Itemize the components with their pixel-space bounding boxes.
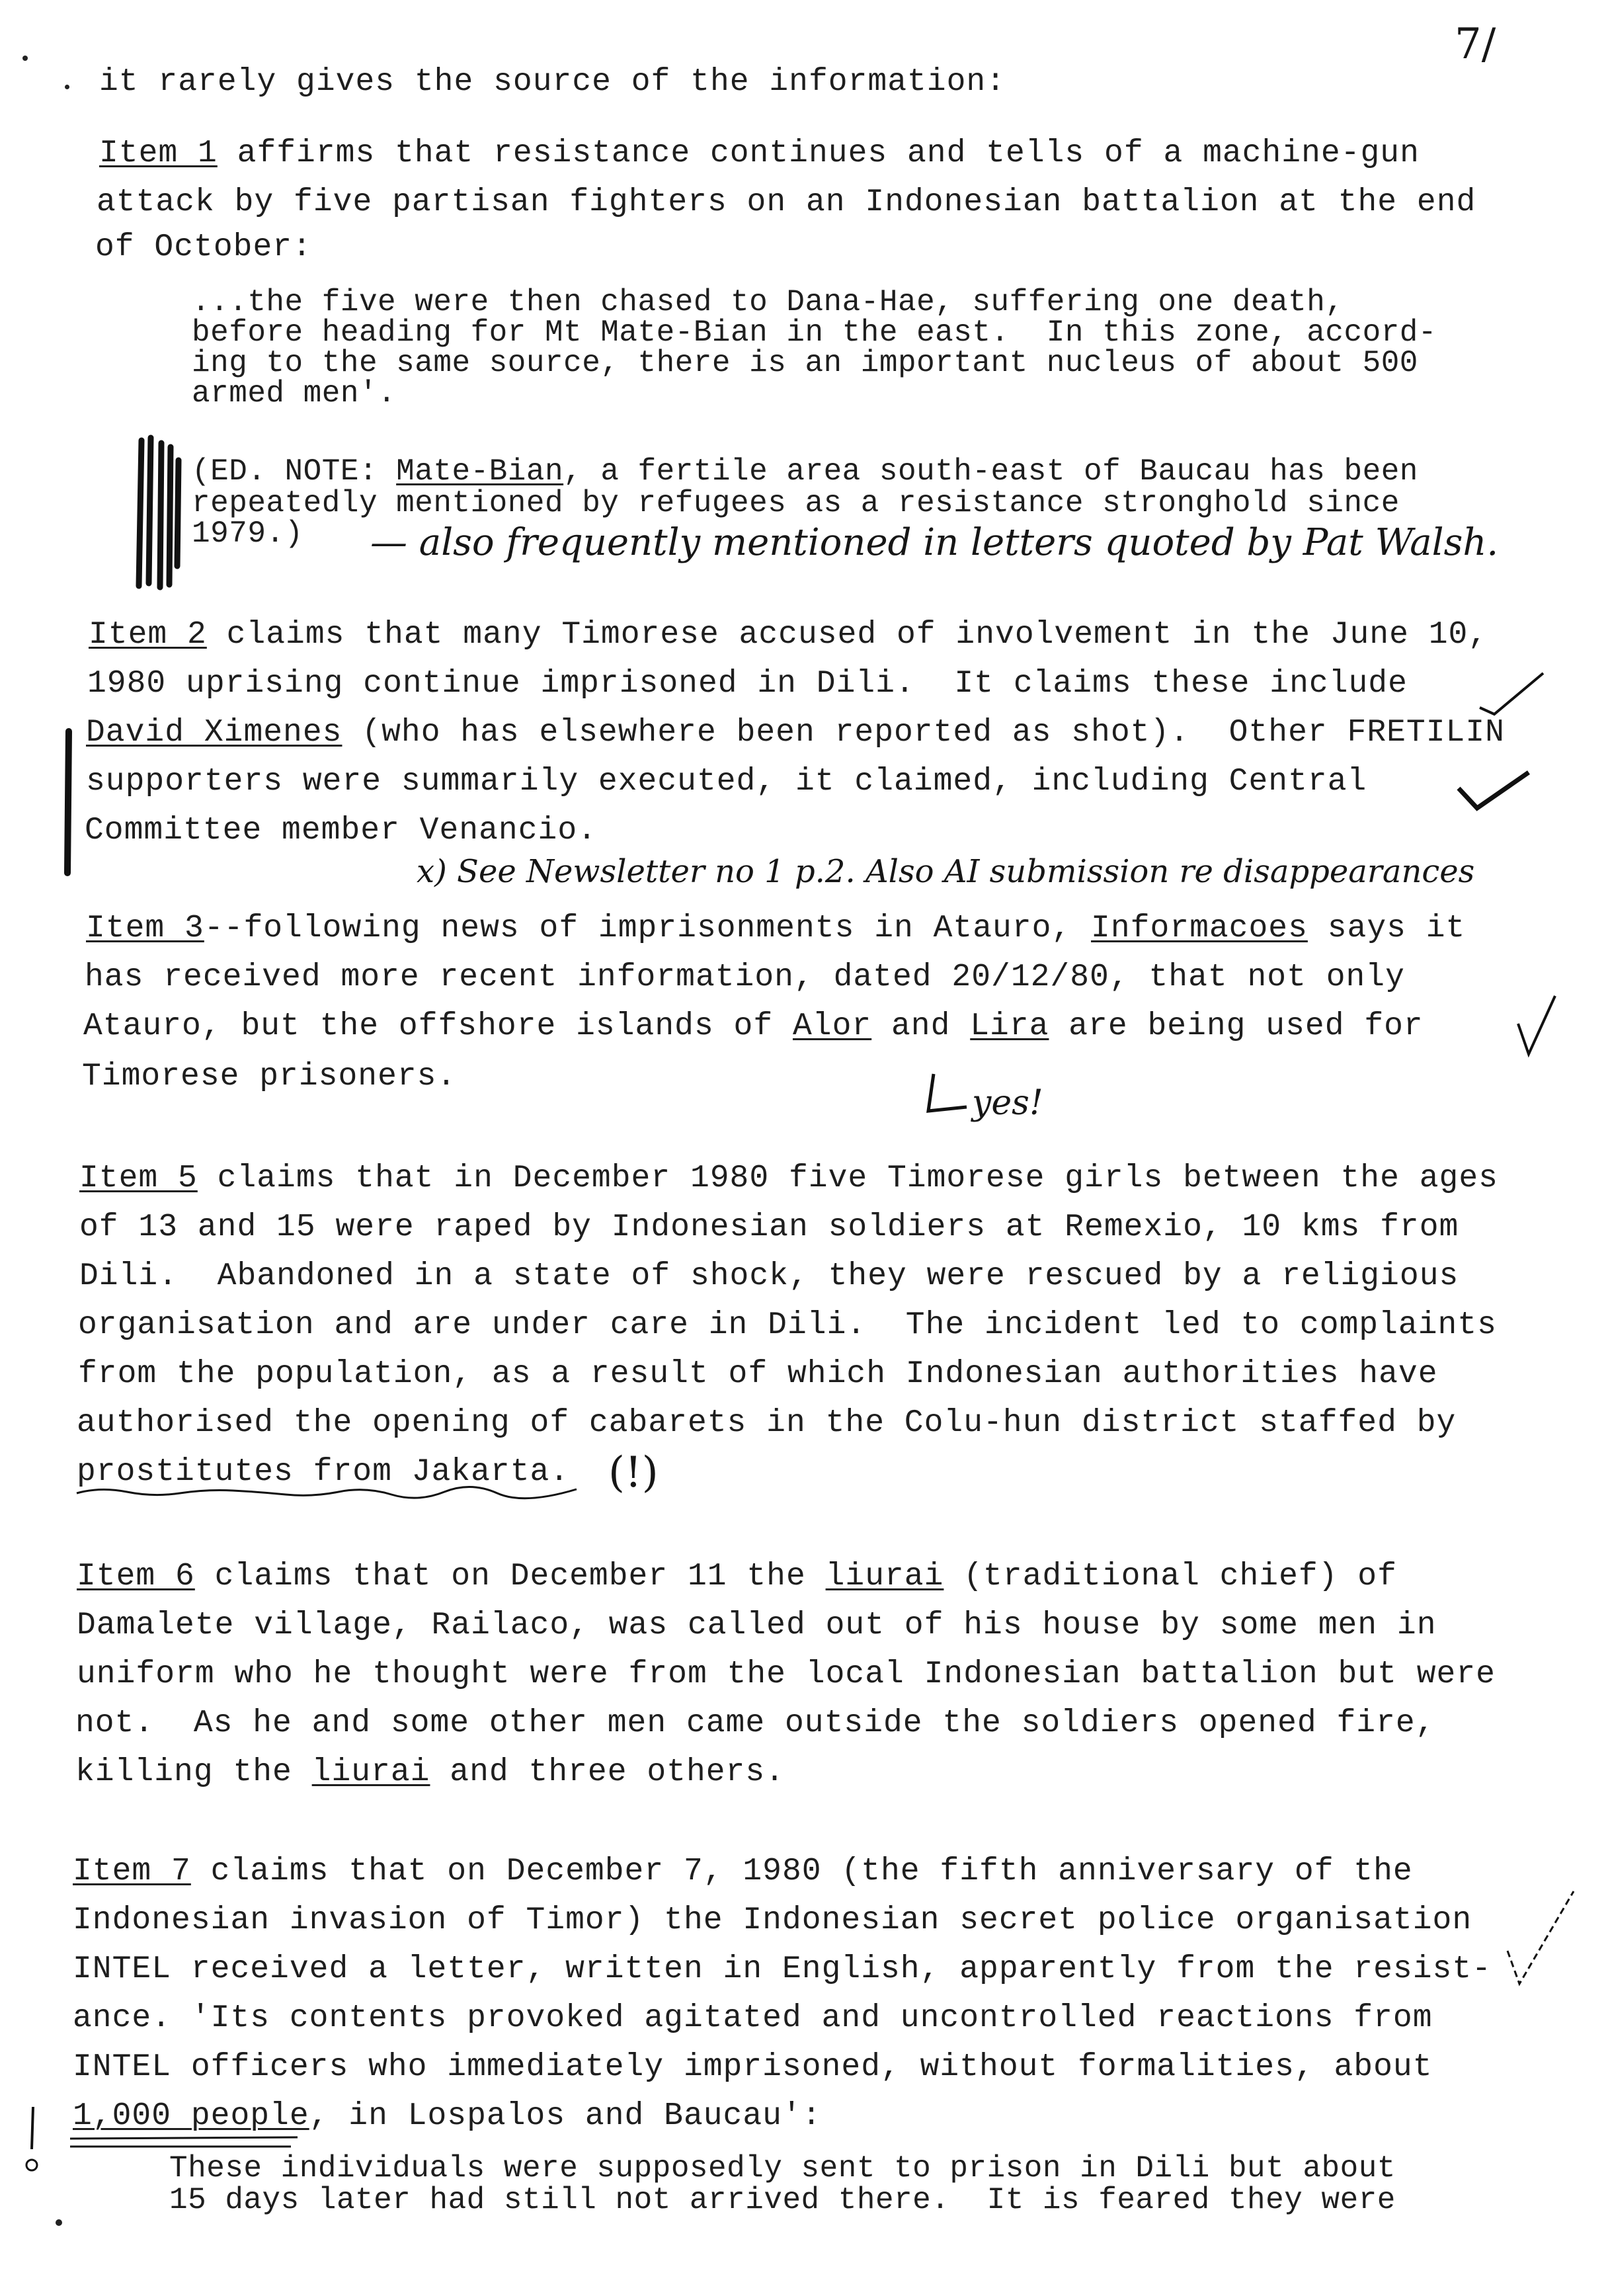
item2-line5: Committee member Venancio. <box>85 813 597 848</box>
item3-line3: Atauro, but the offshore islands of Alor and Lira are being used for <box>83 1008 1424 1044</box>
handwritten-footnote: x) See Newsletter no 1 p.2. Also AI submission re disappearances <box>417 853 1475 890</box>
item1-quote-line: ing to the same source, there is an important nucleus of about 500 <box>192 346 1418 380</box>
ed-note-place: Mate-Bian <box>396 454 564 489</box>
item6-line1: Item 6 claims that on December 11 the liurai (traditional chief) of <box>77 1559 1397 1594</box>
handwritten-yes: yes! <box>972 1083 1043 1123</box>
item2-name: David Ximenes <box>86 715 342 751</box>
item2-line4: supporters were summarily executed, it claimed, including Central <box>86 764 1367 800</box>
item7-line1: Item 7 claims that on December 7, 1980 (the fifth anniversary of the <box>73 1854 1413 1889</box>
item6-term: liurai <box>825 1559 944 1594</box>
l-mark <box>919 1070 972 1123</box>
item3-island-lira: Lira <box>970 1008 1049 1044</box>
item1-line3: of October: <box>95 229 312 265</box>
item5-line3: Dili. Abandoned in a state of shock, they were rescued by a religious <box>79 1258 1459 1294</box>
handwritten-note: — also frequently mentioned in letters quoted by Pat Walsh. <box>370 521 1499 564</box>
item7-line2: Indonesian invasion of Timor) the Indonesian secret police organisation <box>73 1903 1472 1938</box>
item1-line2: attack by five partisan fighters on an Indonesian battalion at the end <box>97 184 1476 220</box>
item7-quote-line: 15 days later had still not arrived there. It is feared they were <box>169 2183 1396 2217</box>
item5-label: Item 5 <box>79 1161 198 1196</box>
page-number: 7/ <box>1455 20 1496 69</box>
item2-line2: 1980 uprising continue imprisoned in Dili. It claims these include <box>87 666 1408 702</box>
wavy-underline-mark <box>74 1480 583 1506</box>
item6-term: liurai <box>311 1754 430 1790</box>
ed-note-line3: 1979.) <box>192 516 303 551</box>
item7-line6: 1,000 people, in Lospalos and Baucau': <box>73 2098 822 2134</box>
item7-line4: ance. 'Its contents provoked agitated and uncontrolled reactions from <box>73 2000 1433 2036</box>
item3-line2: has received more recent information, dated 20/12/80, that not only <box>85 960 1405 995</box>
item7-quote-line: These individuals were supposedly sent to prison in Dili but about <box>169 2151 1396 2186</box>
item1-quote-line: ...the five were then chased to Dana-Hae, suffering one death, <box>192 285 1344 319</box>
item1-quote-line: armed men'. <box>192 376 397 411</box>
item7-line3: INTEL received a letter, written in English, apparently from the resist- <box>73 1951 1492 1987</box>
item6-line2: Damalete village, Railaco, was called out of his house by some men in <box>77 1608 1437 1643</box>
stray-dot <box>22 56 28 61</box>
check-mark <box>1455 767 1534 813</box>
item3-island-alor: Alor <box>792 1008 872 1044</box>
item3-line1: Item 3--following news of imprisonments in Atauro, Informacoes says it <box>86 911 1466 946</box>
item3-line4: Timorese prisoners. <box>82 1059 457 1094</box>
margin-bar-mark <box>56 727 82 880</box>
item5-line4: organisation and are under care in Dili. The incident led to complaints <box>78 1307 1497 1343</box>
item3-label: Item 3 <box>86 911 204 946</box>
item1-quote-line: before heading for Mt Mate-Bian in the east. In this zone, accord- <box>192 315 1437 350</box>
item7-emphasis: 1,000 people <box>73 2098 309 2134</box>
double-underline-mark <box>66 2133 304 2153</box>
item7-label: Item 7 <box>73 1854 191 1889</box>
check-mark <box>1474 668 1547 721</box>
item1-label: Item 1 <box>99 136 218 171</box>
item3-source: Informacoes <box>1091 911 1308 946</box>
check-mark <box>1501 1885 1580 1990</box>
item2-label: Item 2 <box>89 617 207 653</box>
check-mark <box>1514 992 1560 1058</box>
margin-bars-mark <box>132 434 192 593</box>
stray-dot <box>56 2219 62 2226</box>
handwritten-exclamation: (!) <box>608 1448 659 1497</box>
margin-exclamation-mark <box>20 2103 46 2176</box>
intro-line: it rarely gives the source of the information: <box>99 64 1006 100</box>
item6-line3: uniform who he thought were from the local Indonesian battalion but were <box>77 1657 1496 1692</box>
item5-line2: of 13 and 15 were raped by Indonesian soldiers at Remexio, 10 kms from <box>79 1210 1459 1245</box>
item5-line7: prostitutes from Jakarta. <box>77 1454 570 1490</box>
item1-line1: Item 1 affirms that resistance continues and tells of a machine-gun <box>99 136 1420 171</box>
item6-line4: not. As he and some other men came outside the soldiers opened fire, <box>75 1705 1435 1741</box>
item5-line5: from the population, as a result of which Indonesian authorities have <box>78 1356 1438 1392</box>
item6-label: Item 6 <box>77 1559 195 1594</box>
item2-line3: David Ximenes (who has elsewhere been reported as shot). Other FRETILIN <box>86 715 1505 751</box>
stray-dot <box>65 85 69 89</box>
ed-note-line1: (ED. NOTE: Mate-Bian, a fertile area south-east of Baucau has been <box>192 454 1418 489</box>
ed-note-line2: repeatedly mentioned by refugees as a resistance stronghold since <box>192 486 1400 520</box>
item2-line1: Item 2 claims that many Timorese accused of involvement in the June 10, <box>89 617 1488 653</box>
item5-line6: authorised the opening of cabarets in the Colu-hun district staffed by <box>77 1405 1457 1441</box>
item6-line5: killing the liurai and three others. <box>75 1754 785 1790</box>
item5-line1: Item 5 claims that in December 1980 five Timorese girls between the ages <box>79 1161 1498 1196</box>
item7-line5: INTEL officers who immediately imprisoned, without formalities, about <box>73 2049 1433 2085</box>
